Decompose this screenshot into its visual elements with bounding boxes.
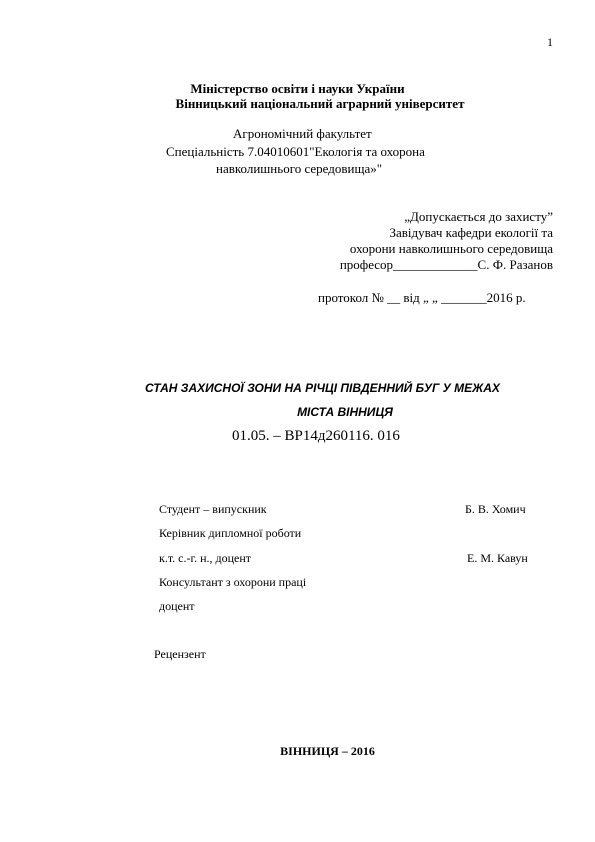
approval-line-3: охорони навколишнього середовища — [349, 241, 553, 256]
specialty-line-1: Спеціальність 7.04010601"Екологія та охорона — [166, 144, 425, 159]
ministry-heading: Міністерство освіти і науки України — [190, 81, 405, 96]
protocol-line: протокол № __ від „ „ _______2016 р. — [318, 290, 526, 305]
consultant-title: доцент — [159, 599, 195, 613]
approval-line-1: „Допускається до захисту” — [404, 209, 553, 224]
supervisor-degree: к.т. с.-г. н., доцент — [159, 551, 252, 565]
specialty-line-2: навколишнього середовища»" — [216, 161, 383, 176]
supervisor-name: Е. М. Кавун — [467, 551, 528, 565]
approval-line-2: Завідувач кафедри екології та — [389, 225, 553, 240]
university-heading: Вінницький національний аграрний університет — [175, 96, 465, 111]
page-number: 1 — [547, 35, 553, 49]
supervisor-label: Керівник дипломної роботи — [159, 526, 302, 540]
student-label: Студент – випускник — [159, 502, 267, 516]
approval-line-4: професор_____________С. Ф. Разанов — [339, 257, 553, 272]
consultant-label: Консультант з охорони праці — [159, 575, 307, 589]
thesis-code: 01.05. – ВР14д260116. 016 — [232, 428, 400, 444]
student-name: Б. В. Хомич — [465, 502, 526, 516]
thesis-title-line-2: МІСТА ВІННИЦЯ — [297, 405, 393, 419]
footer-city-year: ВІННИЦЯ – 2016 — [280, 744, 375, 758]
faculty-line: Агрономічний факультет — [233, 126, 372, 141]
reviewer-label: Рецензент — [154, 647, 206, 661]
thesis-title-line-1: СТАН ЗАХИСНОЇ ЗОНИ НА РІЧЦІ ПІВДЕННИЙ БУГ У МЕЖАХ — [145, 381, 500, 395]
